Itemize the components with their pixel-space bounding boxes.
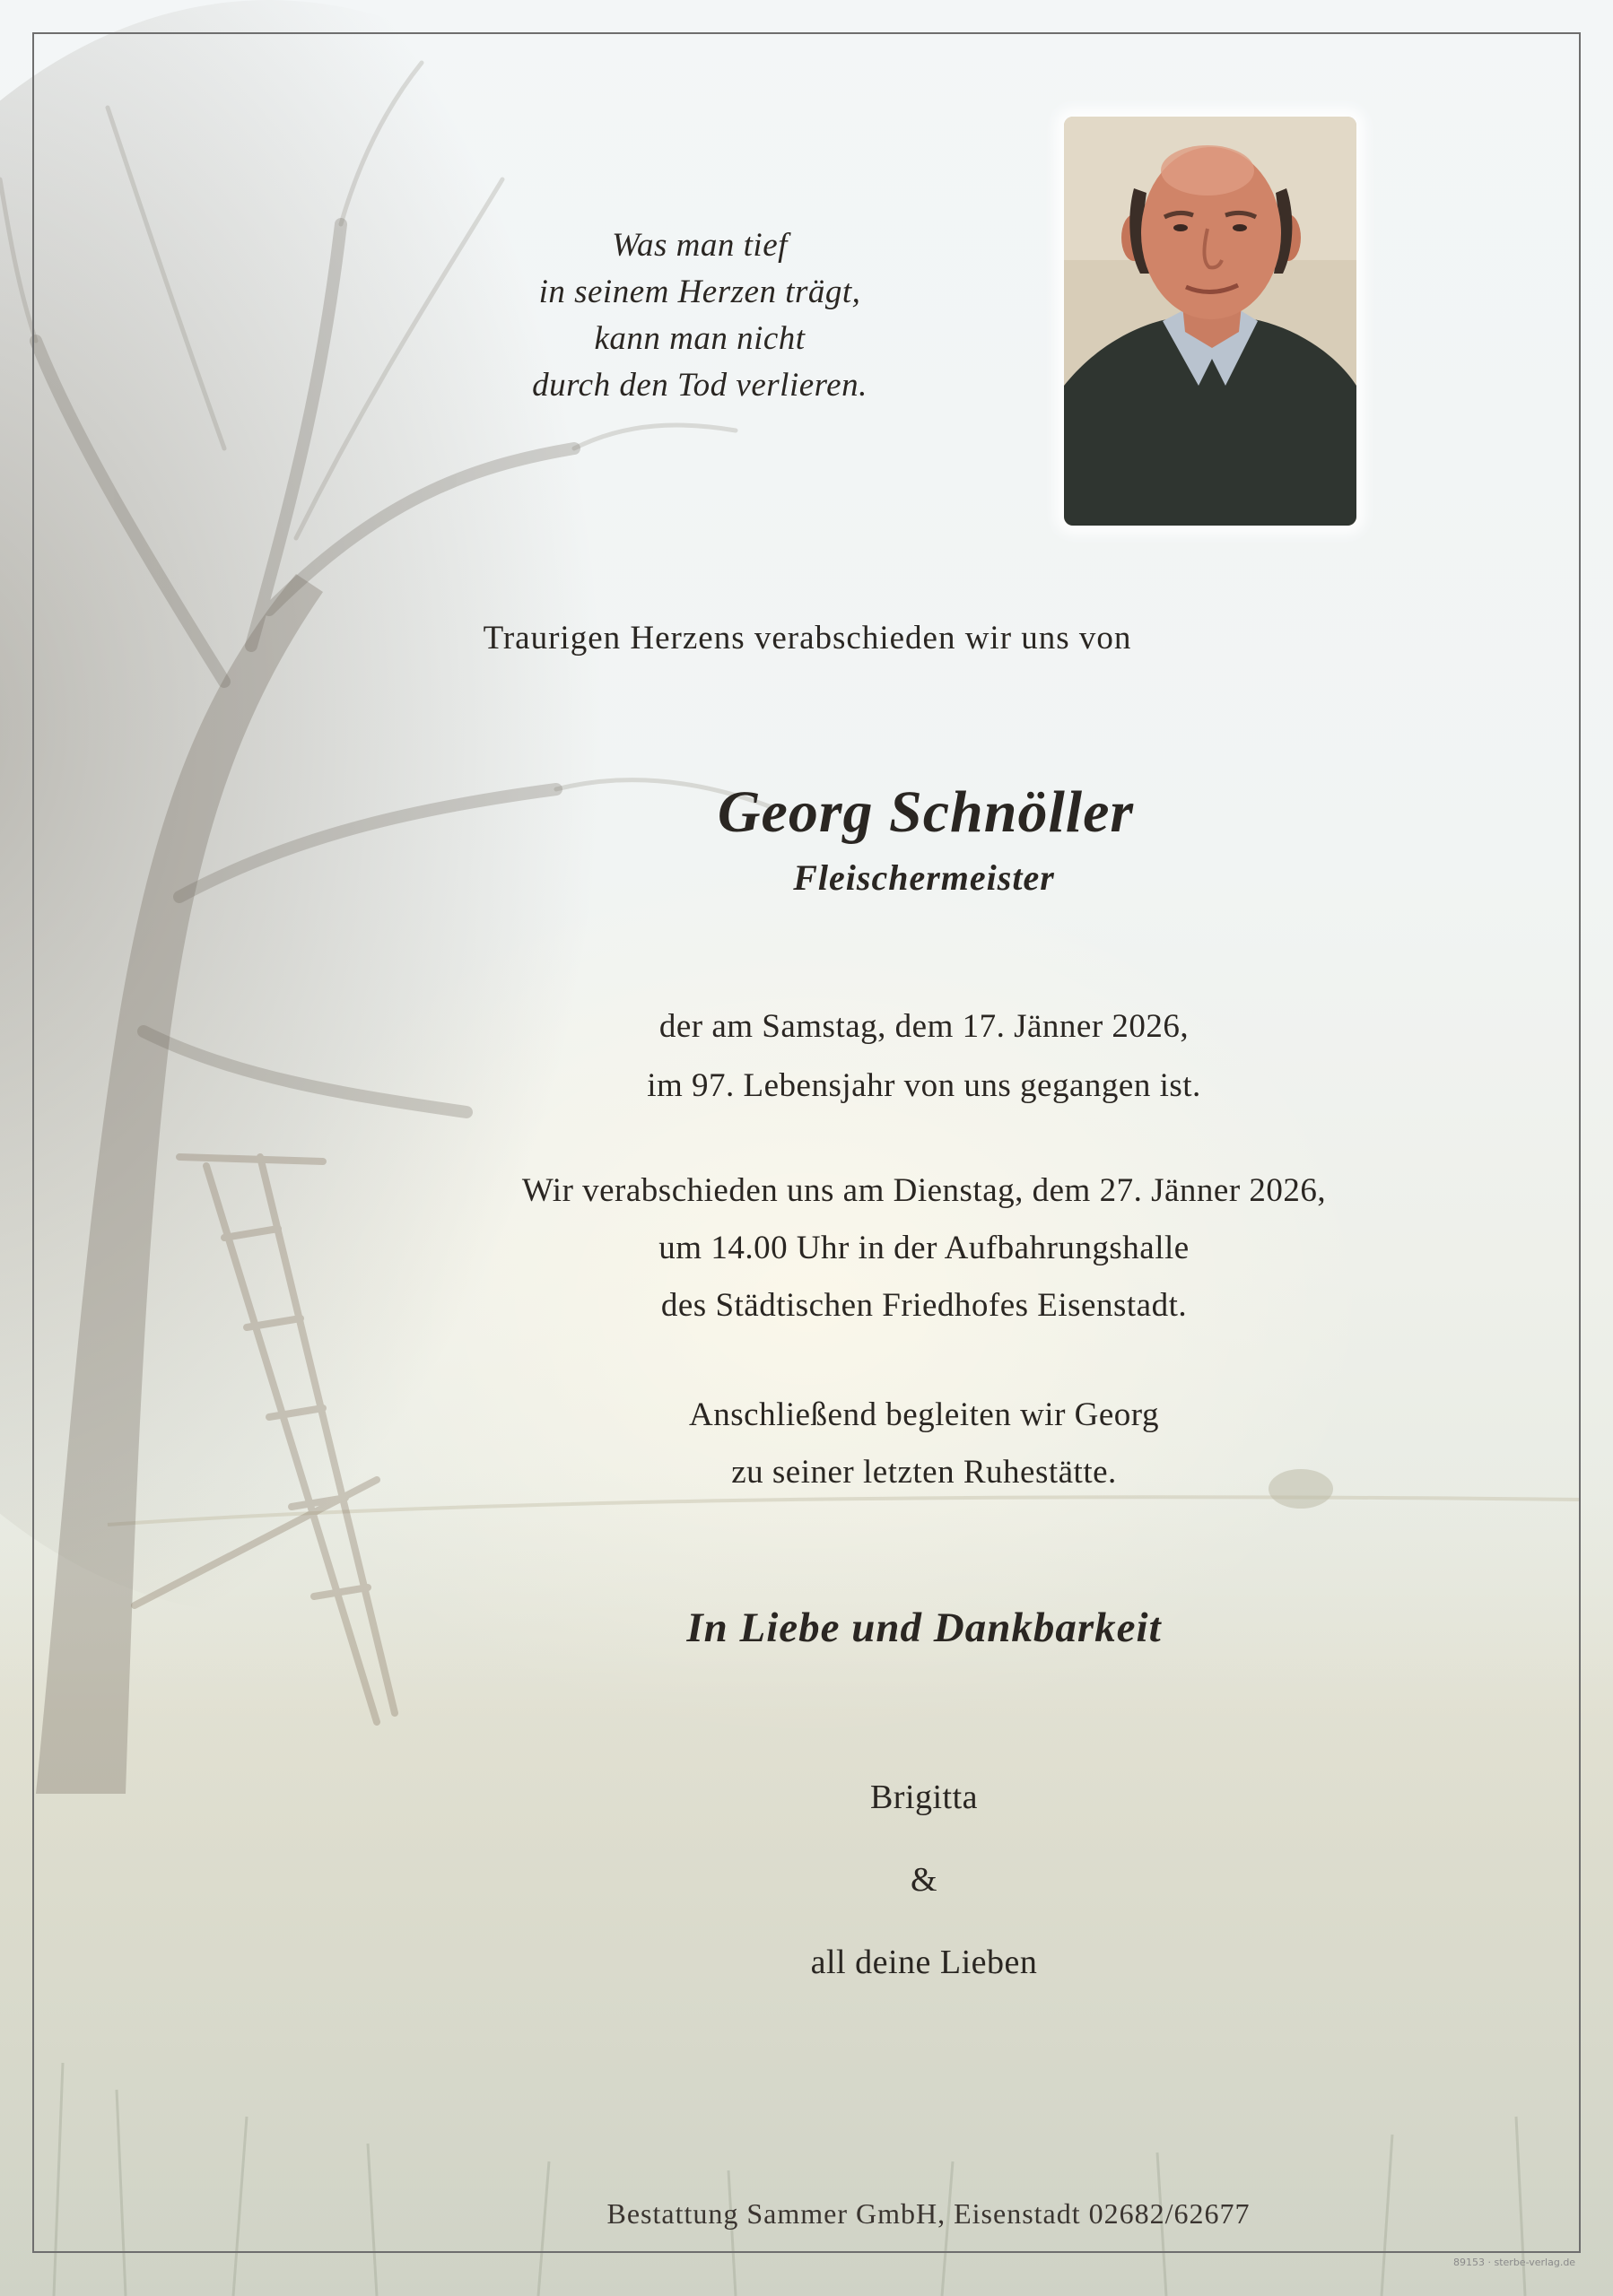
- signature-ampersand: &: [910, 1861, 938, 1899]
- funeral-home-footer: Bestattung Sammer GmbH, Eisenstadt 02682/62677: [606, 2197, 1251, 2230]
- closing-phrase: In Liebe und Dankbarkeit: [686, 1605, 1162, 1651]
- memorial-verse: [422, 222, 978, 409]
- signature-name: Brigitta: [869, 1779, 979, 1816]
- burial-line: zu seiner letzten Ruhestätte.: [731, 1454, 1117, 1491]
- farewell-line: des Städtischen Friedhofes Eisenstadt.: [660, 1287, 1188, 1324]
- death-line: der am Samstag, dem 17. Jänner 2026,: [658, 1008, 1190, 1045]
- burial-details: [386, 1387, 1462, 1501]
- farewell-line: Wir verabschieden uns am Dienstag, dem 27. Jänner 2026,: [521, 1172, 1327, 1209]
- verse-line: kann man nicht: [594, 320, 806, 357]
- death-line: im 97. Lebensjahr von uns gegangen ist.: [647, 1067, 1201, 1104]
- farewell-details: [386, 1162, 1462, 1335]
- burial-line: Anschließend begleiten wir Georg: [689, 1396, 1159, 1433]
- intro-line: Traurigen Herzens verabschieden wir uns von: [483, 620, 1132, 657]
- deceased-profession: Fleischermeister: [793, 857, 1055, 898]
- verse-line: in seinem Herzen trägt,: [538, 274, 861, 310]
- signature-family: all deine Lieben: [810, 1944, 1038, 1981]
- print-code: 89153 · sterbe-verlag.de: [1453, 2257, 1576, 2268]
- portrait-photo: [1064, 117, 1356, 526]
- death-details: [386, 997, 1462, 1116]
- farewell-line: um 14.00 Uhr in der Aufbahrungshalle: [658, 1230, 1190, 1266]
- deceased-name-text: Georg Schnöller: [717, 779, 1135, 845]
- verse-line: Was man tief: [612, 227, 788, 264]
- verse-line: durch den Tod verlieren.: [532, 367, 868, 404]
- deceased-name: [449, 778, 1403, 847]
